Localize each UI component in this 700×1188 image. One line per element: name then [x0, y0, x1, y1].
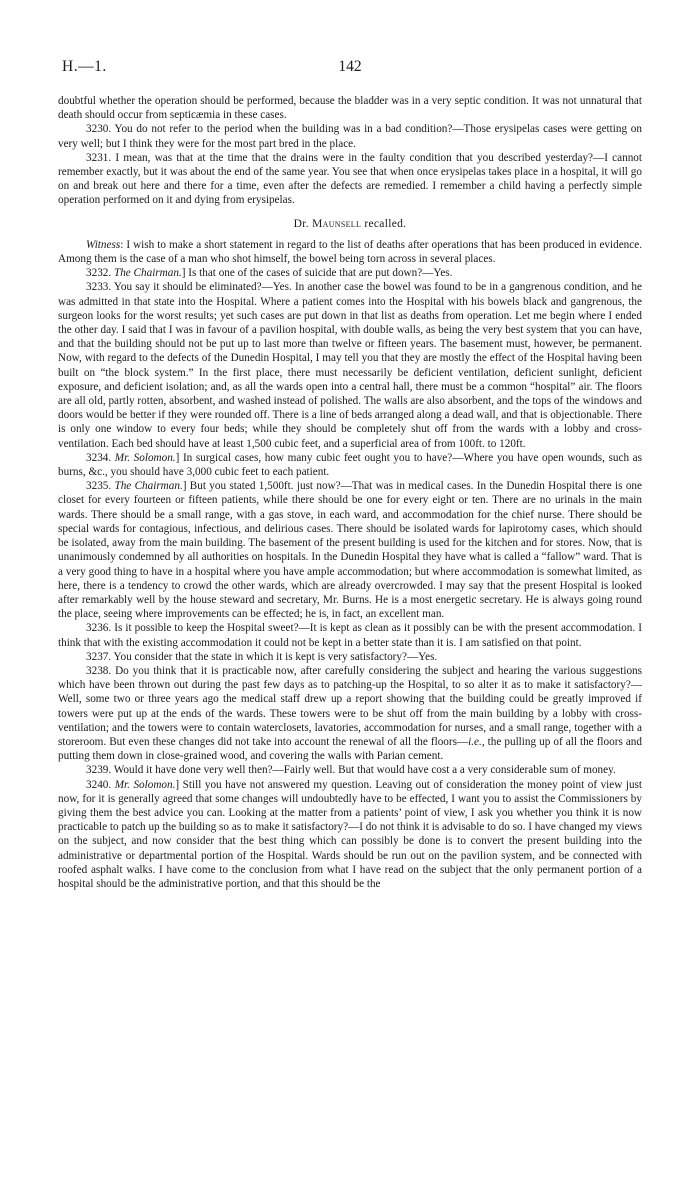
paragraph: 3233. You say it should be eliminated?—Yes. In another case the bowel was found to be in a gangrenous condition, and he was admitted in that state into the Hospital. Where a patient comes into the Hospital with his bowels black and gangrenous, the surgeon looks for the worst results; yet such cases are put down in that list as deaths from operation. Let me begin where I ended the other day. I said that I was in favour of a pavilion hospital, with double walls, as being the very best system that you can have, and that the building should not be put up to last more than twelve or fifteen years. The basement must, however, be permanent. Now, with regard to the defects of the Dunedin Hospital, I may tell you that they are mostly the effect of the Hospital having been built on “the block system.” In the first place, there must necessarily be deficient ventilation, deficient sunlight, deficient exposure, and deficient isolation; and, as all the wards open into a central hall, there must be a common “hospital” air. The floors are all old, partly rotten, absorbent, and washed instead of polished. The walls are also absorbent, and the tops of the windows and doors would be better if they were rounded off. There is a line of beds arranged along a dead wall, and that is objectionable. There is only one window to every four beds; while they should be completely shut off from the wards with a lobby and cross-ventilation. Each bed should have at least 1,500 cubic feet, and a superficial area of from 100ft. to 120ft.	[58, 281, 642, 450]
speaker-label: Witness	[86, 238, 121, 251]
paragraph: 3230. You do not refer to the period when the building was in a bad condition?—Those erysipelas cases were getting on very well; but I think they were for the most part bred in the place.	[58, 123, 642, 150]
paragraph: 3240. Mr. Solomon.] Still you have not answered my question. Leaving out of consideration the money point of view just now, for it is generally agreed that some changes will undoubtedly have to be effected, I want you to assist the Commissioners by giving them the best advice you can. Looking at the matter from a patients’ point of view, I ask you whether you think it is now practicable to patch up the building so as to make it satisfactory?—I do not think it is advisable to do so. I have changed my views on the subject, and now consider that the best thing which can possibly be done is to convert the present building into the administrative or departmental portion of the Hospital. Wards should be run out on the pavilion system, and be connected with roofed asphalt walks. I have come to the conclusion from what I have read on the subject that the only permanent portion of a hospital should be the administrative portion, and that this should be the	[58, 778, 643, 890]
page-reference: H.—1.	[62, 58, 107, 75]
body-text	[58, 94, 642, 891]
page-header	[62, 58, 638, 80]
paragraph: 3236. Is it possible to keep the Hospital sweet?—It is kept as clean as it possibly can be with the present accommodation. I think that with the existing accommodation it could not be kept in a better state than it is. I am satisfied on that point.	[58, 622, 642, 649]
page-number: 142	[338, 58, 362, 75]
witness-name: Maunsell	[312, 217, 362, 230]
paragraph: 3237. You consider that the state in which it is kept is very satisfactory?—Yes.	[86, 650, 438, 663]
speaker-label: The Chairman.	[114, 480, 183, 493]
paragraph: doubtful whether the operation should be performed, because the bladder was in a very septic condition. It was not unnatural that death should occur from septicæmia in these cases.	[58, 95, 642, 122]
speaker-label: Mr. Solomon.	[114, 778, 176, 791]
paragraph: Witness: I wish to make a short statement in regard to the list of deaths after operations that has been produced in evidence. Among them is the case of a man who shot himself, the bowel being torn across in several places.	[58, 238, 642, 266]
paragraph: 3238. Do you think that it is practicable now, after carefully considering the subject and hearing the various suggestions which have been thrown out during the past few days as to patching-up the Hospital, to so alter it as to make it satisfactory?—Well, some two or three years ago the medical staff drew up a report showing that the building could be greatly improved if towers were put up at the ends of the wards. These towers were to be shut off from the main building by a lobby with cross-ventilation; and the towers were to contain waterclosets, lavatories, accommodation for nurses, and a small range, together with a storeroom. But even these changes did not take into account the renewal of all the floors—i.e., the pulling up of all the floors and putting them down in close-grained wood, and covering the walls with Parian cement.	[58, 664, 642, 763]
paragraph: 3239. Would it have done very well then?—Fairly well. But that would have cost a a very considerable sum of money.	[86, 764, 616, 777]
paragraph: 3231. I mean, was that at the time that the drains were in the faulty condition that you described yesterday?—I cannot remember exactly, but it was about the end of the same year. You see that when once erysipelas takes place in a hospital, it will go on and break out here and there for a time, even after the defects are remedied. I remember a child having a perfectly simple operation performed on it and dying from erysipelas.	[58, 151, 642, 207]
speaker-label: The Chairman.	[113, 267, 182, 280]
paragraph: 3234. Mr. Solomon.] In surgical cases, how many cubic feet ought you to have?—Where you have open wounds, such as burns, &c., you should have 3,000 cubic feet to each patient.	[58, 451, 643, 479]
speaker-label: Mr. Solomon.	[114, 451, 176, 464]
paragraph: 3235. The Chairman.] But you stated 1,500ft. just now?—That was in medical cases. In the Dunedin Hospital there is one closet for every fourteen or fifteen patients, while there should be one for every eight or ten. There are no urinals in the main wards. There should be a small range, with a gas stove, in each ward, and accommodation for the chief nurse. There should be special wards for contagious, infectious, and delirious cases. There should be isolated wards for lapirotomy cases, which should be isolated, away from the main building. The basement of the present building is used for the kitchen and for stores. Now, that is unanimously condemned by all authorities on hospitals. In the Dunedin Hospital they have what is called a “fallow” ward. That is a very good thing to have in a hospital where you have ample accommodation; but where accommodation is somewhat limited, as here, there is a tendency to crowd the other wards, which are already overcrowded. I may say that the present Hospital is looked after remarkably well by the house steward and secretary, Mr. Burns. He is a most energetic secretary. He is always going round the place, seeing where improvements can be effected; he is, in fact, an excellent man.	[58, 480, 642, 621]
section-heading: Dr. Maunsell recalled.	[293, 217, 407, 230]
paragraph: 3232. The Chairman.] Is that one of the cases of suicide that are put down?—Yes.	[86, 267, 453, 280]
